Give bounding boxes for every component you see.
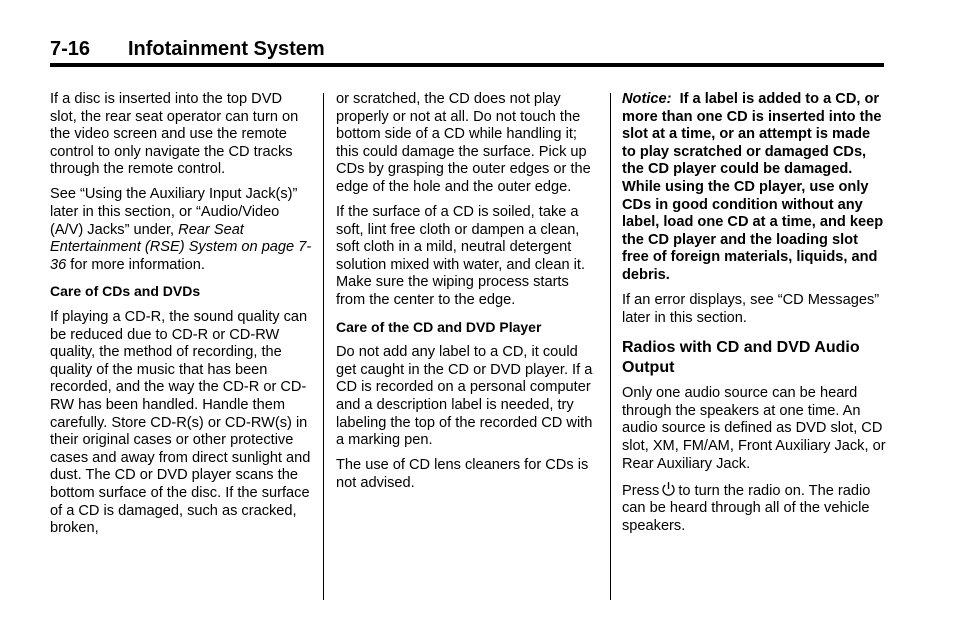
- page-number: 7-16: [50, 38, 91, 60]
- header-rule: [50, 63, 884, 67]
- paragraph-text: See “Using the Auxiliary Input Jack(s)” later in this section, or “Audio/Video (A/V) Jacks” under,: [50, 186, 298, 238]
- paragraph: or scratched, the CD does not play properly or not at all. Do not touch the bottom side of a CD while handling it; this could damage the surface. Pick up CDs by grasping the outer edges or the edge of the hole and the outer edge.: [336, 91, 591, 195]
- column-1: [50, 91, 312, 545]
- notice-paragraph: [622, 91, 886, 285]
- paragraph: If playing a CD-R, the sound quality can be reduced due to CD-R or CD-RW quality, the method of recording, the quality of the music that has been recorded, and the way the CD-R or CD-RW has been handled. Handle them carefully. Store CD-R(s) or CD-RW(s) in their original cases or other protective cases and away from direct sunlight and dust. The CD or DVD player scans the bottom surface of the disc. If the surface of a CD is damaged, such as cracked, broken,: [50, 309, 311, 537]
- paragraph: If a disc is inserted into the top DVD slot, the rear seat operator can turn on the video screen and use the remote control to only navigate the CD tracks through the remote control.: [50, 91, 299, 178]
- section-heading: Radios with CD and DVD Audio Output: [622, 339, 860, 377]
- paragraph-text: to turn the radio on. The radio can be heard through all of the vehicle speakers.: [622, 482, 871, 534]
- notice-text: If a label is added to a CD, or more than one CD is inserted into the slot at a time, or an attempt is made to play scratched or damaged CDs, the CD player could be damaged. While using the CD player, use only CDs in good condition without any label, load one CD at a time, and keep the CD player and the loading slot free of foreign materials, liquids, and debris.: [622, 91, 884, 283]
- column-divider: [323, 93, 324, 600]
- cross-reference-link[interactable]: Rear Seat Entertainment (RSE) System on page 7-36: [50, 221, 312, 273]
- paragraph: If the surface of a CD is soiled, take a soft, lint free cloth or dampen a clean, soft cloth in a mild, neutral detergent solution mixed with water, and clean it. Make sure the wiping process starts from the center to the edge.: [336, 204, 586, 309]
- page-header: [50, 38, 884, 64]
- paragraph-text: for more information.: [66, 256, 205, 273]
- column-2: [336, 91, 598, 500]
- paragraph: [622, 481, 886, 536]
- paragraph: If an error displays, see “CD Messages” later in this section.: [622, 292, 880, 326]
- paragraph: Only one audio source can be heard through the speakers at one time. An audio source is defined as DVD slot, CD slot, XM, FM/AM, Front Auxiliary Jack, or Rear Auxiliary Jack.: [622, 385, 886, 472]
- power-icon: [661, 481, 676, 497]
- column-divider: [610, 93, 611, 600]
- subheading: Care of the CD and DVD Player: [336, 318, 542, 335]
- column-3: [622, 91, 886, 543]
- paragraph: [50, 186, 312, 274]
- paragraph: The use of CD lens cleaners for CDs is not advised.: [336, 457, 589, 491]
- notice-label: Notice:: [622, 91, 672, 107]
- subheading: Care of CDs and DVDs: [50, 283, 201, 300]
- paragraph: Do not add any label to a CD, it could get caught in the CD or DVD player. If a CD is recorded on a personal computer and a description label is needed, try labeling the top of the recorded CD with a marking pen.: [336, 344, 593, 449]
- paragraph-text: Press: [622, 482, 660, 499]
- section-title: Infotainment System: [128, 38, 325, 60]
